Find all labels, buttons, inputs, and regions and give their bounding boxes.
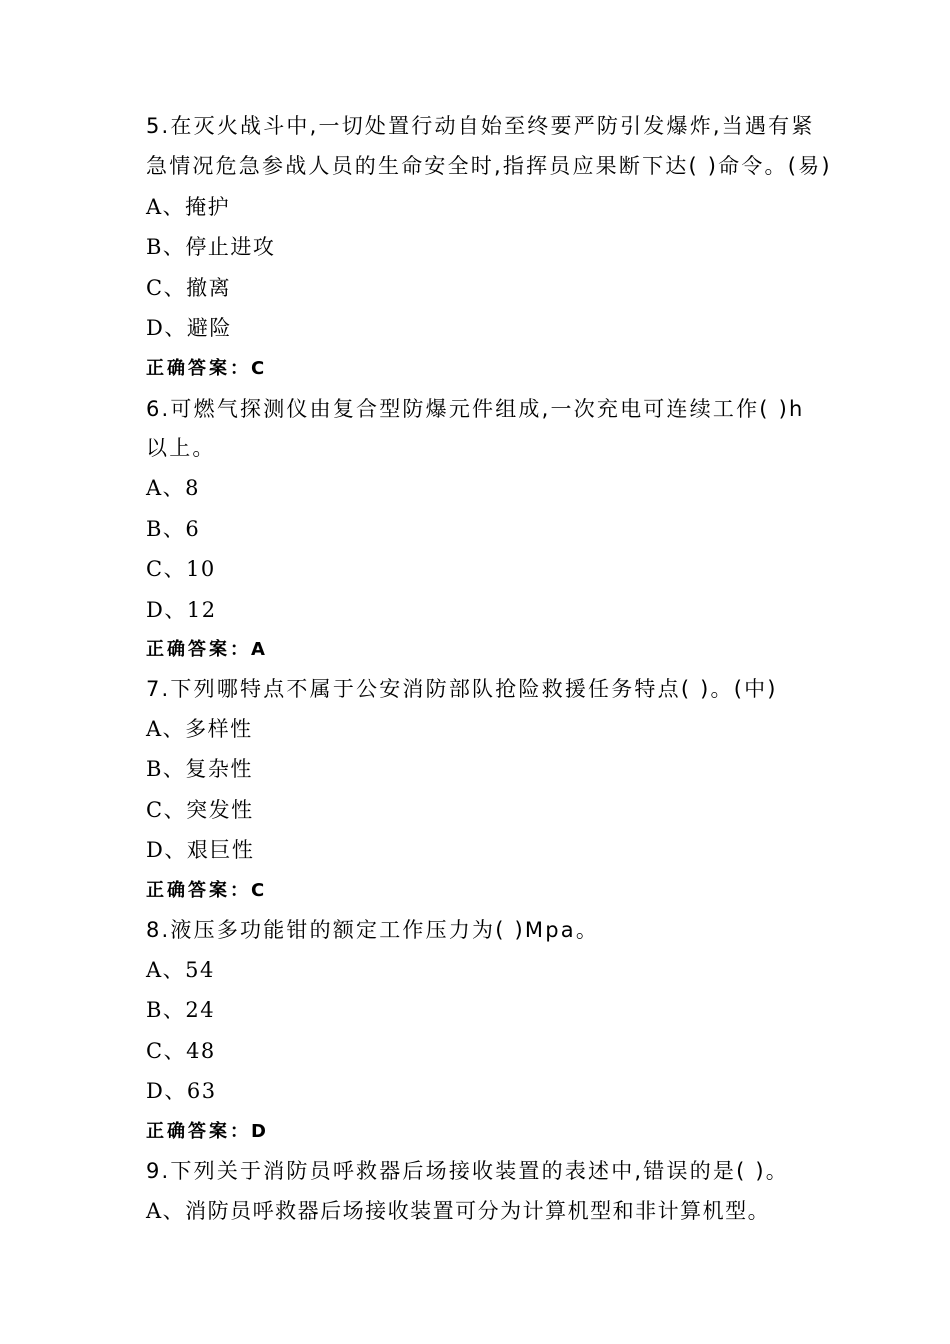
question-7-answer: 正确答案：C bbox=[146, 880, 268, 901]
question-5-option-b: B、停止进攻 bbox=[146, 235, 276, 259]
question-8-option-b: B、24 bbox=[146, 998, 216, 1022]
question-5-answer: 正确答案：C bbox=[146, 358, 268, 379]
question-7-option-c: C、突发性 bbox=[146, 798, 254, 822]
question-6-stem-line-1: 6.可燃气探测仪由复合型防爆元件组成,一次充电可连续工作( )h bbox=[146, 397, 805, 421]
question-6-option-c: C、10 bbox=[146, 557, 216, 581]
question-5-stem-line-2: 急情况危急参战人员的生命安全时,指挥员应果断下达( )命令。(易) bbox=[146, 154, 832, 178]
question-5-option-d: D、避险 bbox=[146, 316, 232, 340]
question-6-stem-line-2: 以上。 bbox=[146, 436, 216, 460]
question-8-option-c: C、48 bbox=[146, 1039, 216, 1063]
question-6-answer: 正确答案：A bbox=[146, 639, 268, 660]
question-8-answer: 正确答案：D bbox=[146, 1121, 269, 1142]
question-7-option-b: B、复杂性 bbox=[146, 757, 253, 781]
question-6-option-a: A、8 bbox=[146, 476, 201, 500]
question-8-option-d: D、63 bbox=[146, 1079, 217, 1103]
question-8-option-a: A、54 bbox=[146, 958, 215, 982]
question-7-stem-line-1: 7.下列哪特点不属于公安消防部队抢险救援任务特点( )。(中) bbox=[146, 677, 778, 701]
question-6-option-b: B、6 bbox=[146, 517, 201, 541]
question-8-stem-line-1: 8.液压多功能钳的额定工作压力为( )Mpa。 bbox=[146, 918, 600, 942]
question-7-option-d: D、艰巨性 bbox=[146, 838, 255, 862]
question-5-option-c: C、撤离 bbox=[146, 276, 232, 300]
question-5-option-a: A、掩护 bbox=[146, 195, 231, 219]
question-6-option-d: D、12 bbox=[146, 598, 217, 622]
question-9-option-a: A、消防员呼救器后场接收装置可分为计算机型和非计算机型。 bbox=[146, 1199, 771, 1223]
question-5-stem-line-1: 5.在灭火战斗中,一切处置行动自始至终要严防引发爆炸,当遇有紧 bbox=[146, 114, 815, 138]
question-9-stem-line-1: 9.下列关于消防员呼救器后场接收装置的表述中,错误的是( )。 bbox=[146, 1159, 789, 1183]
question-7-option-a: A、多样性 bbox=[146, 717, 253, 741]
